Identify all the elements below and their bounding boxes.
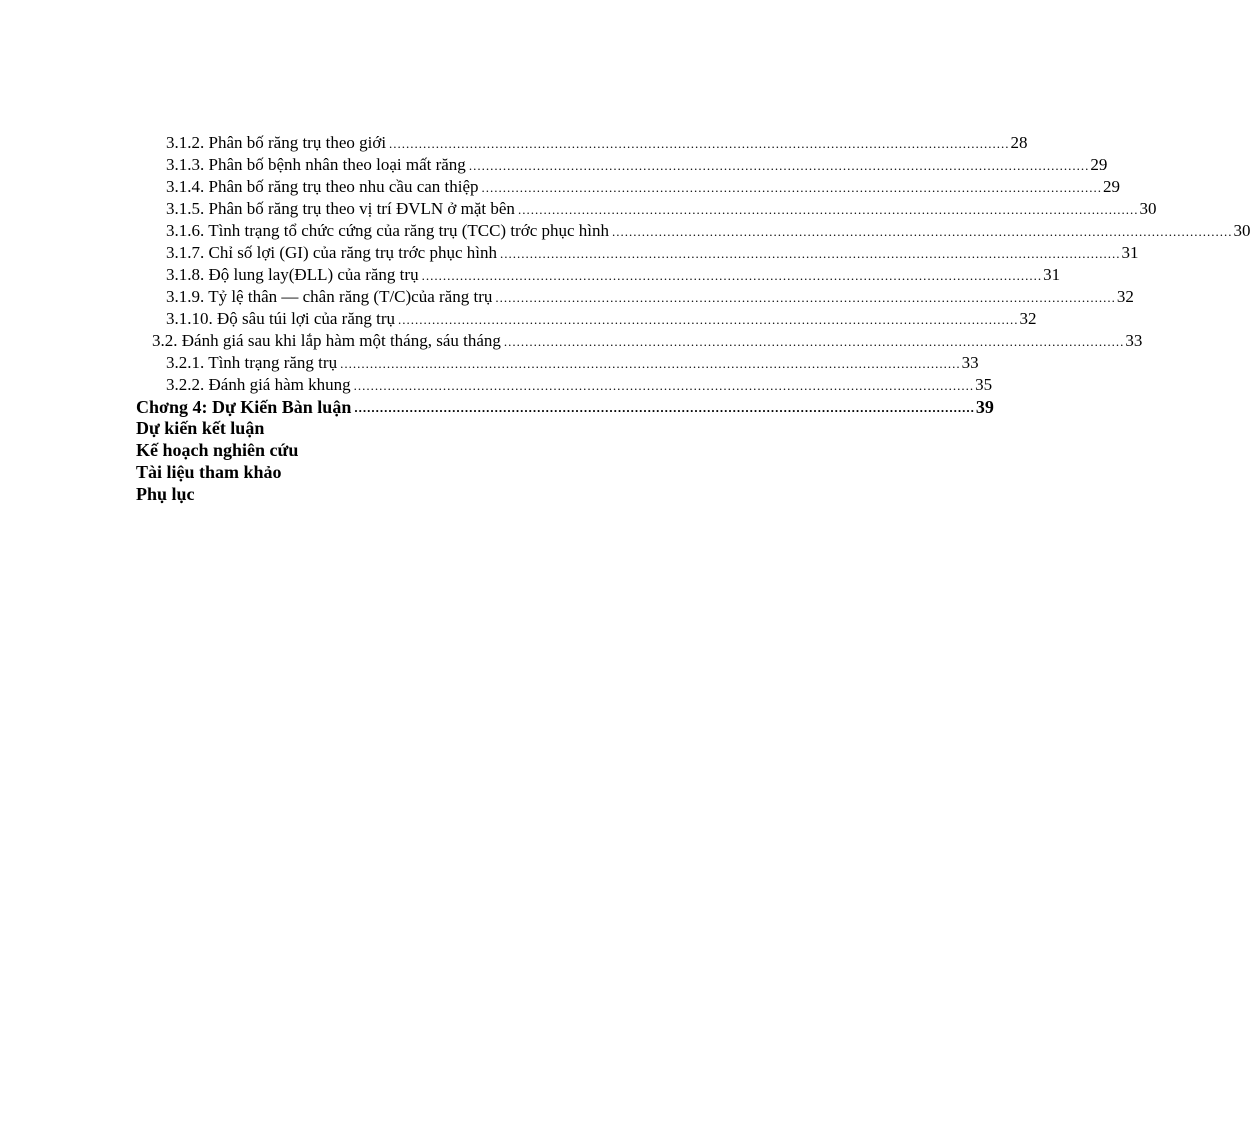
dot-leader: ..................................................................................................................................................: [354, 400, 975, 415]
toc-entry-3-2-1[interactable]: [166, 351, 979, 373]
toc-entry-page: 29: [1103, 177, 1121, 196]
toc-entry-3-2[interactable]: [152, 329, 1143, 351]
dot-leader: ..................................................................................................................................................: [398, 312, 1019, 327]
toc-entry-page: 31: [1121, 243, 1139, 262]
dot-leader: ..................................................................................................................................................: [353, 378, 975, 393]
dot-leader: ..................................................................................................................................................: [495, 290, 1116, 305]
dot-leader: ..................................................................................................................................................: [421, 268, 1043, 283]
toc-entry-title: 3.1.3. Phân bố bệnh nhân theo loại mất răng: [166, 155, 466, 174]
toc-entry-3-1-6[interactable]: [166, 219, 1251, 241]
toc-line-appendix[interactable]: Phụ lục: [136, 484, 195, 504]
toc-entry-3-1-3[interactable]: [166, 153, 1108, 175]
toc-entry-title: 3.1.4. Phân bố răng trụ theo nhu cầu can thiệp: [166, 177, 479, 196]
dot-leader: ..................................................................................................................................................: [389, 136, 1010, 151]
toc-entry-page: 33: [961, 353, 979, 372]
toc-entry-page: 31: [1043, 265, 1061, 284]
toc-entry-3-2-2[interactable]: [166, 373, 993, 395]
toc-entry-title: 3.1.8. Độ lung lay(ĐLL) của răng trụ: [166, 265, 419, 284]
toc-entry-3-1-4[interactable]: [166, 175, 1121, 197]
toc-entry-page: 33: [1125, 331, 1143, 350]
toc-entry-page: 39: [975, 397, 994, 417]
toc-entry-3-1-9[interactable]: [166, 285, 1134, 307]
dot-leader: ..................................................................................................................................................: [500, 246, 1121, 261]
table-of-contents: [0, 131, 1251, 505]
toc-entry-title: 3.1.7. Chỉ số lợi (GI) của răng trụ trớc phục hình: [166, 243, 497, 262]
toc-entry-page: 32: [1019, 309, 1037, 328]
dot-leader: ..................................................................................................................................................: [612, 224, 1233, 239]
dot-leader: ..................................................................................................................................................: [517, 202, 1139, 217]
toc-entry-page: 28: [1010, 133, 1028, 152]
toc-entry-3-1-5[interactable]: [166, 197, 1157, 219]
dot-leader: ..................................................................................................................................................: [503, 334, 1125, 349]
toc-entry-page: 30: [1233, 221, 1251, 240]
toc-entry-title: 3.1.9. Tỷ lệ thân — chân răng (T/C)của răng trụ: [166, 287, 493, 306]
dot-leader: ..................................................................................................................................................: [468, 158, 1090, 173]
toc-entry-title: 3.1.6. Tình trạng tổ chức cứng của răng trụ (TCC) trớc phục hình: [166, 221, 610, 240]
toc-entry-title: 3.2. Đánh giá sau khi lắp hàm một tháng, sáu tháng: [152, 331, 501, 350]
toc-entry-title: 3.1.5. Phân bố răng trụ theo vị trí ĐVLN ở mặt bên: [166, 199, 515, 218]
toc-entry-title: 3.1.10. Độ sâu túi lợi của răng trụ: [166, 309, 396, 328]
toc-entry-title: 3.2.1. Tình trạng răng trụ: [166, 353, 338, 372]
toc-line-research-plan[interactable]: Kế hoạch nghiên cứu: [136, 440, 299, 460]
dot-leader: ..................................................................................................................................................: [340, 356, 961, 371]
toc-entry-3-1-2[interactable]: [166, 131, 1028, 153]
toc-entry-page: 35: [975, 375, 993, 394]
toc-entry-page: 30: [1139, 199, 1157, 218]
toc-entry-chapter-4[interactable]: [136, 395, 994, 417]
toc-entry-title: 3.1.2. Phân bố răng trụ theo giới: [166, 133, 387, 152]
toc-entry-page: 29: [1090, 155, 1108, 174]
toc-entry-3-1-7[interactable]: [166, 241, 1139, 263]
toc-line-references[interactable]: Tài liệu tham khảo: [136, 462, 282, 482]
toc-entry-page: 32: [1116, 287, 1134, 306]
toc-line-conclusion[interactable]: Dự kiến kết luận: [136, 418, 265, 438]
toc-entry-title: Chơng 4: Dự Kiến Bàn luận: [136, 397, 352, 417]
dot-leader: ..................................................................................................................................................: [481, 180, 1103, 195]
toc-entry-title: 3.2.2. Đánh giá hàm khung: [166, 375, 351, 394]
toc-entry-3-1-8[interactable]: [166, 263, 1061, 285]
toc-entry-3-1-10[interactable]: [166, 307, 1037, 329]
